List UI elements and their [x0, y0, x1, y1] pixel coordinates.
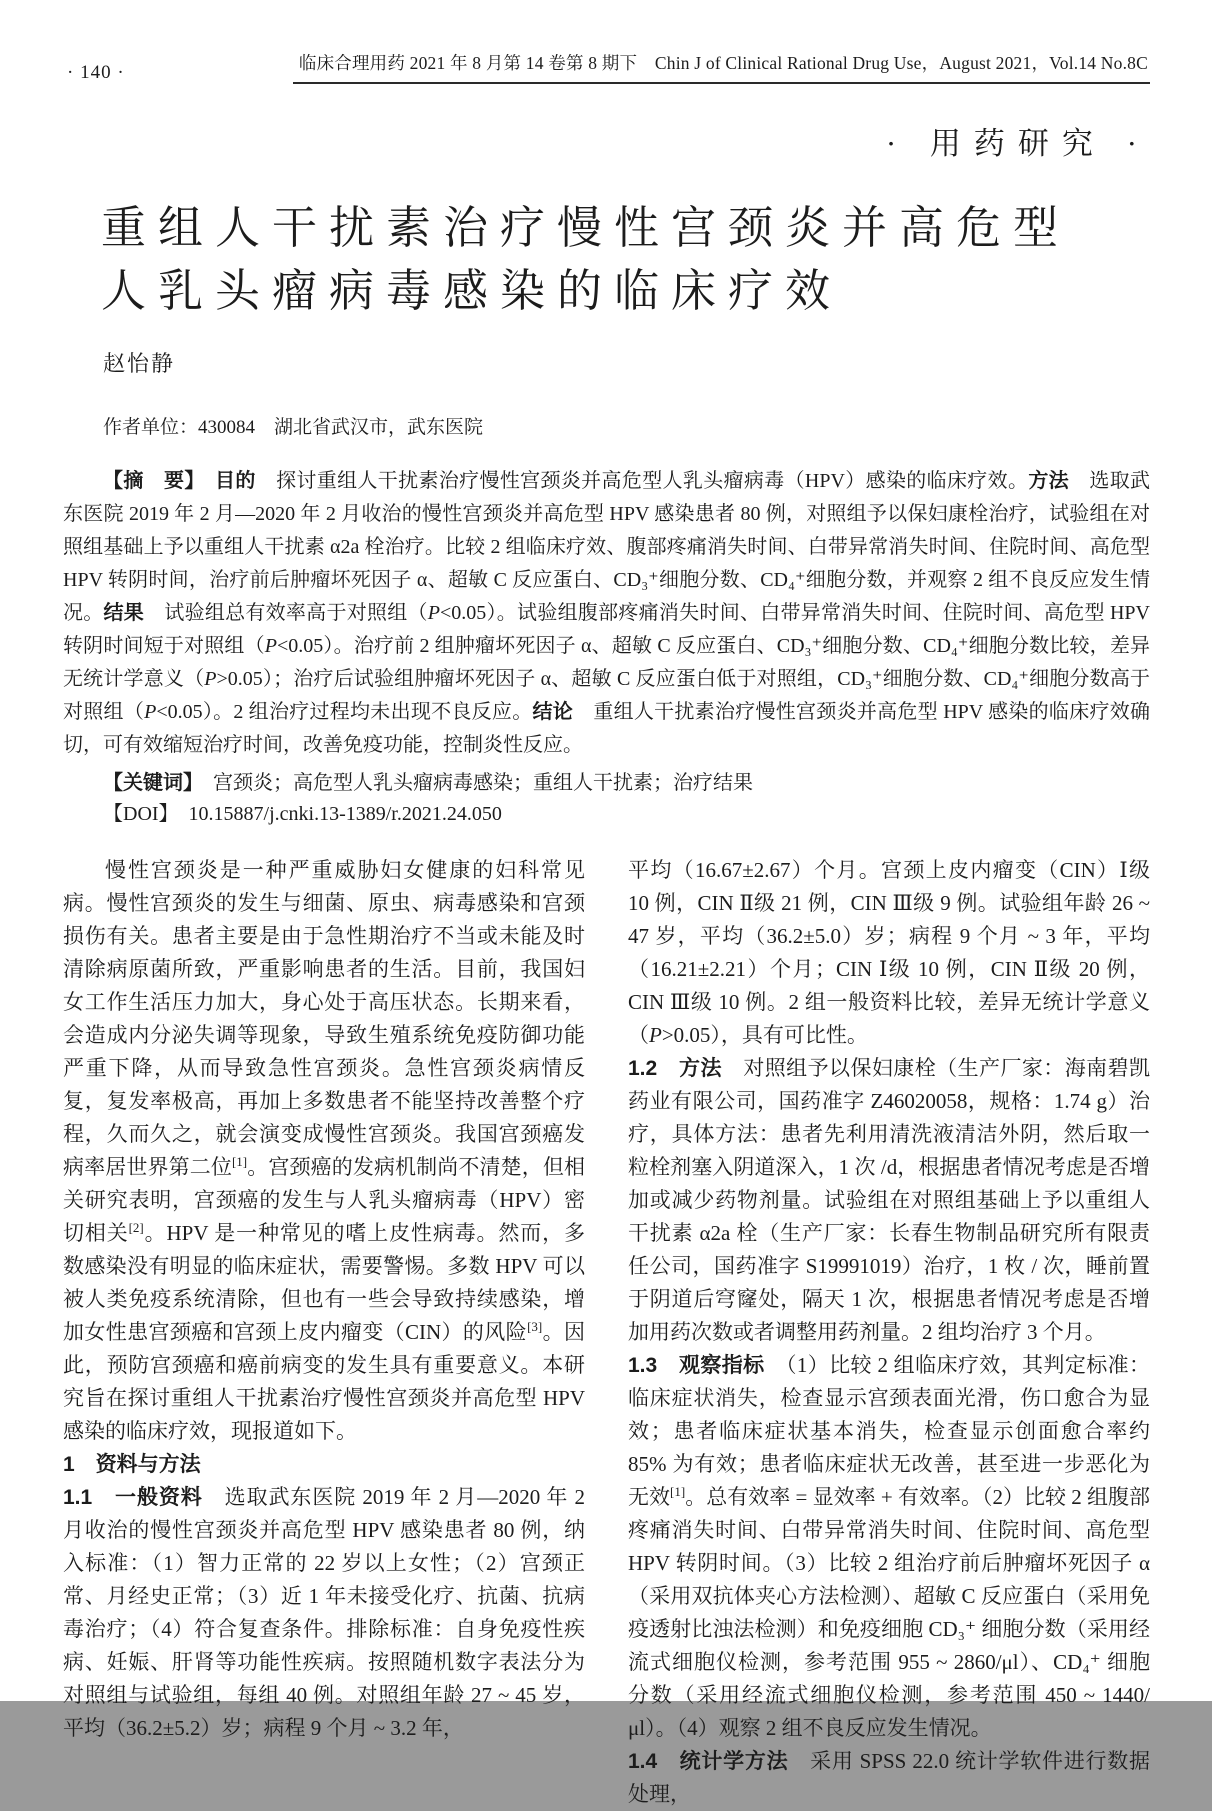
section-1-1-paragraph: 1.1 一般资料 选取武东医院 2019 年 2 月—2020 年 2 月收治的慢性宫颈炎并高危型 HPV 感染患者 80 例，纳入标准：（1）智力正常的 22 岁以上女性；（2）宫颈正常、月经史正常；（3）近 1 年未接受化疗、抗菌、抗病毒治疗；（4）符合复查条件。排除标准：自身免疫性疾病、妊娠、肝肾等功能性疾病。按照随机数字表法分为对照组与试验组，每组 40 例。对照组年龄 27 ~ 45 岁，平均（36.2±5.2）岁；病程 9 个月 ~ 3.2 年， [63, 1485, 585, 1740]
author-name: 赵怡静 [103, 351, 176, 376]
section-1-4-paragraph: 1.4 统计学方法 采用 SPSS 22.0 统计学软件进行数据处理， [628, 1749, 1151, 1806]
author-affiliation: 作者单位：430084 湖北省武汉市，武东医院 [103, 417, 484, 438]
left-column [63, 854, 585, 1811]
title-line-1: 重组人干扰素治疗慢性宫颈炎并高危型 [101, 203, 1071, 253]
section-1-1-continued: 平均（16.67±2.67）个月。宫颈上皮内瘤变（CIN）Ⅰ级 10 例，CIN Ⅱ级 21 例，CIN Ⅲ级 9 例。试验组年龄 26 ~ 47 岁，平均（36.2±5.0）岁；病程 9 个月 ~ 3 年，平均（16.21±2.21）个月；CIN Ⅰ级 10 例，CIN Ⅱ级 20 例，CIN Ⅲ级 10 例。2 组一般资料比较，差异无统计学意义（P>0.05），具有可比性。 [628, 858, 1150, 1047]
section-1-2-paragraph: 1.2 方法 对照组予以保妇康栓（生产厂家：海南碧凯药业有限公司，国药准字 Z46020058，规格：1.74 g）治疗，具体方法：患者先利用清洗液清洁外阴，然后取一粒栓剂塞入阴道深入，1 次 /d，根据患者情况考虑是否增加或减少药物剂量。试验组在对照组基础上予以重组人干扰素 α2a 栓（生产厂家：长春生物制品研究所有限责任公司，国药准字 S19991019）治疗，1 枚 / 次，睡前置于阴道后穹窿处，隔天 1 次，根据患者情况考虑是否增加用药次数或者调整用药剂量。2 组均治疗 3 个月。 [628, 1056, 1150, 1344]
section-1-heading: 1 资料与方法 [63, 1453, 201, 1476]
keywords-line: 【关键词】 宫颈炎；高危型人乳头瘤病毒感染；重组人干扰素；治疗结果 [103, 772, 753, 794]
page-number: · 140 · [67, 62, 125, 83]
body-columns [63, 854, 1150, 1811]
article-title [101, 197, 1150, 323]
intro-paragraph: 慢性宫颈炎是一种严重威胁妇女健康的妇科常见病。慢性宫颈炎的发生与细菌、原虫、病毒感染和宫颈损伤有关。患者主要是由于急性期治疗不当或未能及时清除病原菌所致，严重影响患者的生活。目前，我国妇女工作生活压力加大，身心处于高压状态。长期来看，会造成内分泌失调等现象，导致生殖系统免疫防御功能严重下降，从而导致急性宫颈炎。急性宫颈炎病情反复，复发率极高，再加上多数患者不能坚持改善整个疗程，久而久之，就会演变成慢性宫颈炎。我国宫颈癌发病率居世界第二位[1]。宫颈癌的发病机制尚不清楚，但相关研究表明，宫颈癌的发生与人乳头瘤病毒（HPV）密切相关[2]。HPV 是一种常见的嗜上皮性病毒。然而，多数感染没有明显的临床症状，需要警惕。多数 HPV 可以被人类免疫系统清除，但也有一些会导致持续感染，增加女性患宫颈癌和宫颈上皮内瘤变（CIN）的风险[3]。因此，预防宫颈癌和癌前病变的发生具有重要意义。本研究旨在探讨重组人干扰素治疗慢性宫颈炎并高危型 HPV 感染的临床疗效，现报道如下。 [63, 858, 586, 1443]
doi-line: 【DOI】 10.15887/j.cnki.13-1389/r.2021.24.050 [103, 803, 502, 825]
column-section-label: · 用药研究 · [885, 126, 1150, 161]
running-head [63, 50, 1150, 84]
section-1-3-paragraph: 1.3 观察指标 （1）比较 2 组临床疗效，其判定标准：临床症状消失，检查显示宫颈表面光滑，伤口愈合为显效；患者临床症状基本消失，检查显示创面愈合率约 85% 为有效；患者临床症状无改善，甚至进一步恶化为无效[1]。总有效率 = 显效率 + 有效率。（2）比较 2 组腹部疼痛消失时间、白带异常消失时间、住院时间、高危型 HPV 转阴时间。（3）比较 2 组治疗前后肿瘤坏死因子 α（采用双抗体夹心方法检测）、超敏 C 反应蛋白（采用免疫透射比浊法检测）和免疫细胞 CD₃⁺ 细胞分数（采用经流式细胞仪检测，参考范围 955 ~ 2860/μl）、CD₄⁺ 细胞分数（采用经流式细胞仪检测，参考范围 450 ~ 1440/μl）。（4）观察 2 组不良反应发生情况。 [628, 1353, 1151, 1740]
title-line-2: 人乳头瘤病毒感染的临床疗效 [101, 266, 843, 316]
abstract-paragraph: 【摘 要】 目的 探讨重组人干扰素治疗慢性宫颈炎并高危型人乳头瘤病毒（HPV）感染的临床疗效。方法 选取武东医院 2019 年 2 月—2020 年 2 月收治的慢性宫颈炎并高危型 HPV 感染患者 80 例，对照组予以保妇康栓治疗，试验组在对照组基础上予以重组人干扰素 α2a 栓治疗。比较 2 组临床疗效、腹部疼痛消失时间、白带异常消失时间、住院时间、高危型 HPV 转阴时间，治疗前后肿瘤坏死因子 α、超敏 C 反应蛋白、CD₃⁺细胞分数、CD₄⁺细胞分数，并观察 2 组不良反应发生情况。结果 试验组总有效率高于对照组（P<0.05）。试验组腹部疼痛消失时间、白带异常消失时间、住院时间、高危型 HPV 转阴时间短于对照组（P<0.05）。治疗前 2 组肿瘤坏死因子 α、超敏 C 反应蛋白、CD₃⁺细胞分数、CD₄⁺细胞分数比较，差异无统计学意义（P>0.05）；治疗后试验组肿瘤坏死因子 α、超敏 C 反应蛋白低于对照组，CD₃⁺细胞分数、CD₄⁺细胞分数高于对照组（P<0.05）。2 组治疗过程均未出现不良反应。结论 重组人干扰素治疗慢性宫颈炎并高危型 HPV 感染的临床疗效确切，可有效缩短治疗时间，改善免疫功能，控制炎性反应。 [63, 470, 1151, 756]
right-column [628, 854, 1150, 1811]
journal-header-line: 临床合理用药 2021 年 8 月第 14 卷第 8 期下 Chin J of Clinical Rational Drug Use，August 2021，Vol.14 No.8C [293, 50, 1150, 84]
